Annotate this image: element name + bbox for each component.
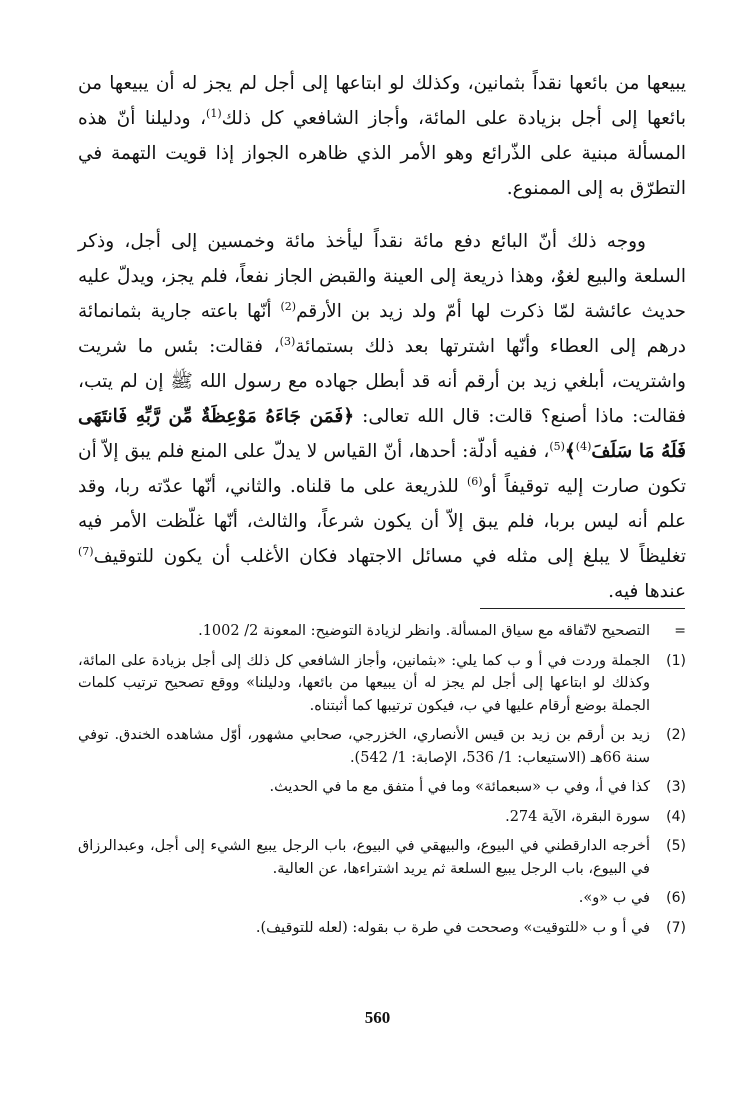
quran-verse: فَمَن جَاءَهُ مَوْعِظَةٌ مِّن رَّبِّهِ فَانتَهَى فَلَهُ مَا سَلَفَ: [78, 406, 686, 462]
footnote-number: (2): [666, 727, 686, 743]
footnote-ref-4[interactable]: (4): [575, 439, 592, 453]
footnote-text: التصحيح لاتّفاقه مع سياق المسألة. وانظر لزيادة التوضيح: المعونة 2/ 1002.: [198, 623, 650, 639]
footnote-number: (3): [666, 779, 686, 795]
footnote-4: [78, 806, 686, 829]
footnote-continuation: [78, 620, 686, 643]
footnote-5: [78, 835, 686, 880]
footnote-ref-7[interactable]: (7): [78, 544, 94, 558]
footnote-text: الجملة وردت في أ و ب كما يلي: «بثمانين، وأجاز الشافعي كل ذلك إلى أجل بزيادة على المائة، وكذلك لو ابتاعها إلى أجل لم يجز له أن يبيعها من بائعها، ودليلنا» ووقع تصحيح ترتيب كلمات الجملة بوضع أرقام عليها في ب، فيكون ترتيبها كما أثبتناه.: [78, 652, 650, 714]
paragraph-1: [78, 66, 686, 206]
quran-bracket-open: ﴿: [343, 406, 355, 427]
page-number: 560: [364, 1008, 391, 1027]
footnote-number: (5): [666, 838, 686, 854]
footnote-6: [78, 887, 686, 910]
footnote-text: كذا في أ، وفي ب «سبعمائة» وما في أ متفق مع ما في الحديث.: [269, 779, 650, 795]
footnote-ref-6[interactable]: (6): [466, 474, 483, 488]
footnotes: [78, 620, 686, 946]
footnote-text: أخرجه الدارقطني في البيوع، والبيهقي في البيوع، باب الرجل يبيع الشيء إلى أجل، وعبدالرزاق في البيوع، باب الرجل يبيع السلعة ثم يريد اشتراءها، عن العالية.: [78, 838, 650, 877]
footnote-number: (6): [666, 890, 686, 906]
footnote-number: (7): [666, 919, 686, 936]
paragraph-2: [78, 224, 686, 609]
footnote-text: في أ و ب «للتوقيت» وصححت في طرة ب بقوله: (لعله للتوقيف).: [255, 919, 650, 936]
quran-bracket-close: ﴾: [564, 441, 576, 462]
paragraph-1-line: يبيعها من بائعها نقداً بثمانين، وكذلك لو ابتاعها إلى أجل لم يجز له أن يبيعها من بائعها إلى أجل بزيادة على المائة، وأجاز الشافعي كل ذلك$^{(1)}$، ودليلنا أنّ هذه المسألة مبنية على الذّرائع وهو الأمر الذي ظاهره الجواز إذا قويت التهمة في التطرّق به إلى الممنوع.: [78, 73, 687, 199]
footnote-number: (4): [666, 808, 686, 825]
footnote-ref-1[interactable]: (1): [206, 106, 222, 120]
paragraph-2-text: ووجه ذلك أنّ البائع دفع مائة نقداً ليأخذ مائة وخمسين إلى أجل، وذكر السلعة والبيع لغوٌ، وهذا ذريعة إلى العينة والقبض الجاز نفعاً، فلم يجز، ويدلّ عليه حديث عائشة لمّا ذكرت لها أمّ ولد زيد بن الأرقم$^{(2)}$ أنّها باعته جارية بثمانمائة درهم إلى العطاء وأنّها اشترتها بعد ذلك بستمائة$^{(3)}$، فقالت: بئس ما شريت واشتريت، أبلغي زيد بن أرقم أنه قد أبطل جهاده مع رسول الله ﷺ إن لم يتب، فقالت: ماذا أصنع؟ قالت: قال الله تعالى: ﴿فَمَن جَاءَهُ مَوْعِظَةٌ مِّن رَّبِّهِ فَانتَهَى فَلَهُ مَا سَلَفَ$^{(4)}$﴾$^{(5)}$، ففيه أدلّة: أحدها، أنّ القياس لا يدلّ على المنع فلم يبق إلاّ أن تكون صارت إليه توقيفاً أو$^{(6)}$ للذريعة على ما قلناه. والثاني، أنّها عدّته ربا، وقد علم أنه ليس بربا، فلم يبق إلاّ أن يكون شرعاً، والثالث، أنّها غلّظت الأمر فيه تغليظاً لا يبلغ إلى مثله في مسائل الاجتهاد فكان الأغلب أن يكون للتوقيف$^{(7)}$ عندها فيه.: [78, 231, 686, 602]
footnote-text: في ب «و».: [578, 890, 650, 906]
footnote-text: زيد بن أرقم بن زيد بن قيس الأنصاري، الخزرجي، صحابي مشهور، أوّل مشاهده الخندق. توفي سنة 66هـ (الاستيعاب: 1/ 536، الإصابة: 1/ 542).: [78, 727, 650, 766]
footnote-3: [78, 776, 686, 799]
footnote-number: =: [674, 623, 686, 639]
footnote-7: [78, 917, 686, 940]
footnote-text: سورة البقرة، الآية 274.: [505, 808, 650, 825]
footnote-separator: [480, 608, 685, 609]
footnote-ref-2[interactable]: (2): [280, 299, 297, 313]
footnote-1: [78, 650, 686, 718]
footnote-ref-5[interactable]: (5): [549, 439, 565, 453]
footnote-ref-3[interactable]: (3): [279, 334, 296, 348]
footnote-number: (1): [666, 652, 686, 669]
footnote-2: [78, 724, 686, 769]
